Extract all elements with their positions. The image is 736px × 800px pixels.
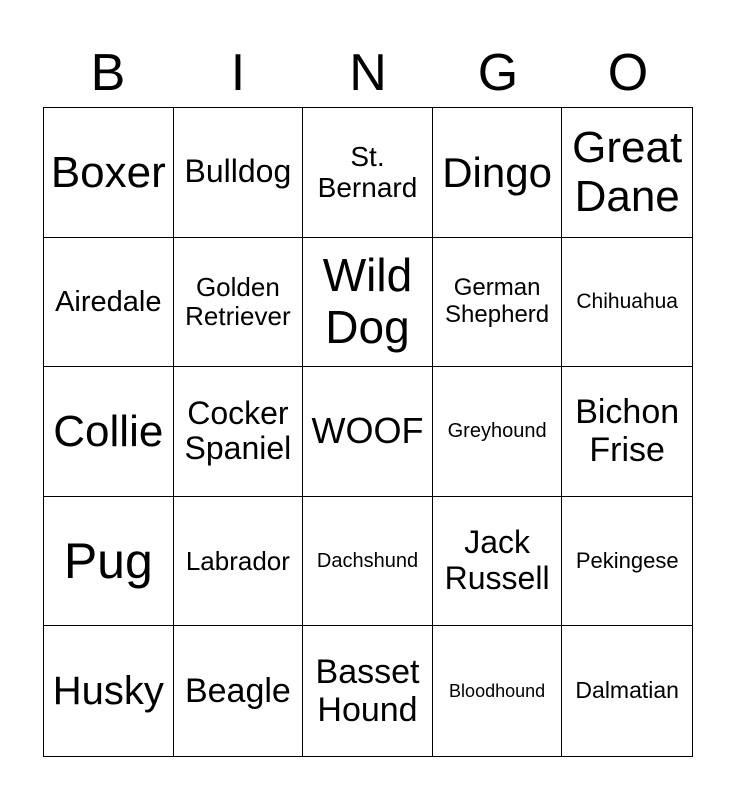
bingo-cell-label: Airedale: [55, 285, 162, 318]
bingo-cell[interactable]: [562, 497, 692, 627]
bingo-cell-label: Bulldog: [184, 153, 292, 190]
bingo-cell[interactable]: [562, 367, 692, 497]
bingo-cell[interactable]: [562, 238, 692, 368]
bingo-cell[interactable]: [174, 367, 304, 497]
bingo-cell-label: Boxer: [50, 147, 166, 197]
bingo-cell-label: Dachshund: [316, 549, 419, 572]
bingo-cell[interactable]: [44, 626, 174, 756]
bingo-cell-label: German Shepherd: [445, 274, 550, 328]
bingo-cell-label: Labrador: [185, 545, 290, 576]
bingo-cell[interactable]: [303, 108, 433, 238]
bingo-cell-label: Greyhound: [447, 420, 547, 443]
bingo-cell[interactable]: [562, 626, 692, 756]
bingo-cell[interactable]: [44, 238, 174, 368]
bingo-cell[interactable]: [433, 367, 563, 497]
bingo-cell-label: Husky: [52, 668, 164, 713]
bingo-cell[interactable]: [44, 108, 174, 238]
bingo-cell-label: Chihuahua: [576, 290, 678, 314]
bingo-cell-label: Bloodhound: [449, 681, 546, 702]
bingo-cell[interactable]: [44, 497, 174, 627]
bingo-cell[interactable]: [433, 497, 563, 627]
bingo-cell[interactable]: [174, 238, 304, 368]
bingo-cell-label: Great Dane: [572, 123, 683, 222]
bingo-cell-label: Bichon Frise: [575, 393, 680, 470]
bingo-cell[interactable]: [44, 367, 174, 497]
bingo-cell-label: Cocker Spaniel: [184, 394, 292, 467]
bingo-cell[interactable]: [303, 238, 433, 368]
bingo-cell-label: Jack Russell: [444, 524, 550, 597]
bingo-cell-label: Wild Dog: [322, 249, 413, 353]
bingo-cell[interactable]: [303, 626, 433, 756]
bingo-cell[interactable]: [433, 626, 563, 756]
bingo-cell-label: WOOF: [311, 410, 424, 452]
bingo-cell[interactable]: [303, 367, 433, 497]
header-letter-g: G: [477, 44, 519, 102]
bingo-cell-label: Golden Retriever: [185, 271, 291, 331]
bingo-cell-label: Dalmatian: [575, 677, 679, 704]
bingo-cell-label: Collie: [53, 406, 164, 456]
header-letter-n: N: [349, 44, 387, 102]
bingo-board: [43, 107, 693, 757]
bingo-cell[interactable]: [562, 108, 692, 238]
bingo-cell[interactable]: [174, 497, 304, 627]
bingo-cell[interactable]: [303, 497, 433, 627]
bingo-cell-label: Pekingese: [575, 547, 679, 573]
bingo-cell-label: Dingo: [442, 148, 552, 196]
bingo-cell-label: Beagle: [184, 672, 291, 711]
bingo-cell[interactable]: [433, 238, 563, 368]
bingo-cell[interactable]: [174, 108, 304, 238]
header-letter-o: O: [607, 44, 649, 102]
bingo-cell-label: Basset Hound: [315, 653, 420, 730]
bingo-header: [43, 40, 693, 106]
bingo-cell-label: St. Bernard: [317, 140, 418, 204]
bingo-cell[interactable]: [433, 108, 563, 238]
header-letter-i: I: [230, 44, 246, 102]
bingo-cell[interactable]: [174, 626, 304, 756]
bingo-cell-label: Pug: [63, 533, 153, 590]
header-letter-b: B: [90, 44, 126, 102]
